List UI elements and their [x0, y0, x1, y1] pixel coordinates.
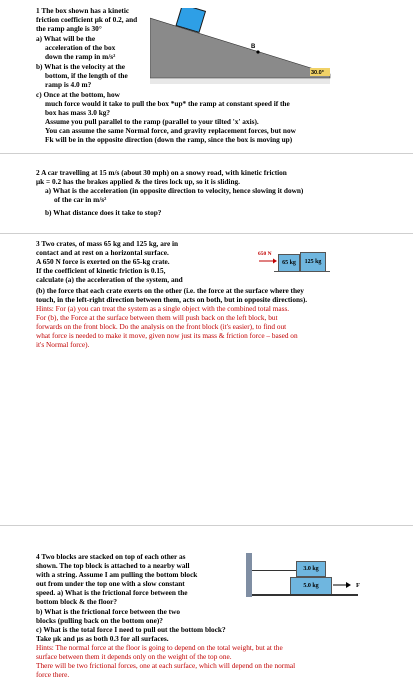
top-block: 3.0 kg: [296, 561, 326, 577]
crate-65kg: 65 kg: [278, 254, 300, 272]
problem1-part-a: a) What will be the acceleration of the box down the ramp in m/s²: [36, 34, 116, 62]
divider: [0, 525, 413, 526]
point-b-marker: [256, 50, 259, 53]
problem1-intro: 1 The box shown has a kinetic friction coefficient μk of 0.2, and the ramp angle is 30°: [36, 6, 138, 34]
problem3-text: 3 Two crates, of mass 65 kg and 125 kg, are in contact and at rest on a horizontal surface. A 650 N force is exerted on the 65-kg crate. If the coefficient of kinetic friction is 0.15, calculate (a) the acceleration of the system, and: [36, 239, 183, 285]
problem3-hints: Hints: For (a) you can treat the system as a single object with the combined total mass. For (b), the Force at the surface between them will push back on the left block, but forwards on the front block. Do the analysis on the front block (it's easier), to find out what force is needed to make it move, given now just its mass & friction force – based on it's Normal force).: [36, 304, 298, 350]
problem1-part-b: b) What is the velocity at the bottom, if the length of the ramp is 4.0 m?: [36, 62, 128, 90]
force-arrow: [258, 258, 278, 264]
stacked-blocks-diagram: [246, 553, 366, 603]
problem1-part-c: c) Once at the bottom, how much force would it take to pull the box *up* the ramp at constant speed if the box has mass 3.0 kg? Assume you pull parallel to the ramp (parallel to your tilted 'x' axis). You can assume the same Normal force, and gravity replacement forces, but now Fk will be in the opposite direction (down the ramp, since the box is moving up): [36, 90, 296, 145]
divider: [0, 233, 413, 234]
divider: [0, 153, 413, 154]
problem2-text: 2 A car travelling at 15 m/s (about 30 mph) on a snowy road, with kinetic friction μk = 0.2 has the brakes applied & the tires lock up, so it is sliding. a) What is the acceleration (in opposite direction to velocity, hence slowing it down) of the car in m/s² b) What distance does it take to stop?: [36, 168, 304, 218]
problem3-part-b: (b) the force that each crate exerts on the other (i.e. the force at the surface where they touch, in the left-right direction between them, acts on both, but in opposite directions).: [36, 286, 308, 305]
force-f-arrow: [332, 580, 352, 590]
ground-line: [274, 271, 330, 272]
crate-125kg: 125 kg: [300, 252, 326, 272]
ramp-angle-label: 30.0°: [311, 70, 324, 76]
problem4-hints: Hints: The normal force at the floor is going to depend on the total weight, but at the surface between them it depends only on the weight of the top one. There will be two frictional forces, one at each surface, which will depend on the normal force there.: [36, 643, 296, 680]
force-f-label: F: [356, 582, 360, 589]
problem4-text: 4 Two blocks are stacked on top of each other as shown. The top block is attached to a nearby wall with a string. Assume I am pulling the bottom block out from under the top one with a slow constant speed. a) What is the frictional force between the bottom block & the floor? b) What is the frictional force between the two blocks (pulling back on the bottom one)? c) What is the total force I need to pull out the bottom block? Take μk and μs as both 0.3 for all surfaces.: [36, 552, 226, 643]
force-650-label: 650 N: [258, 251, 272, 257]
crates-diagram: [258, 250, 358, 290]
bottom-block: 5.0 kg: [290, 577, 332, 595]
ramp-surface: [150, 18, 330, 78]
wall: [246, 553, 252, 597]
floor: [252, 594, 358, 596]
ramp-diagram: [150, 8, 332, 88]
point-b-label: B: [251, 44, 256, 50]
string: [252, 570, 296, 571]
